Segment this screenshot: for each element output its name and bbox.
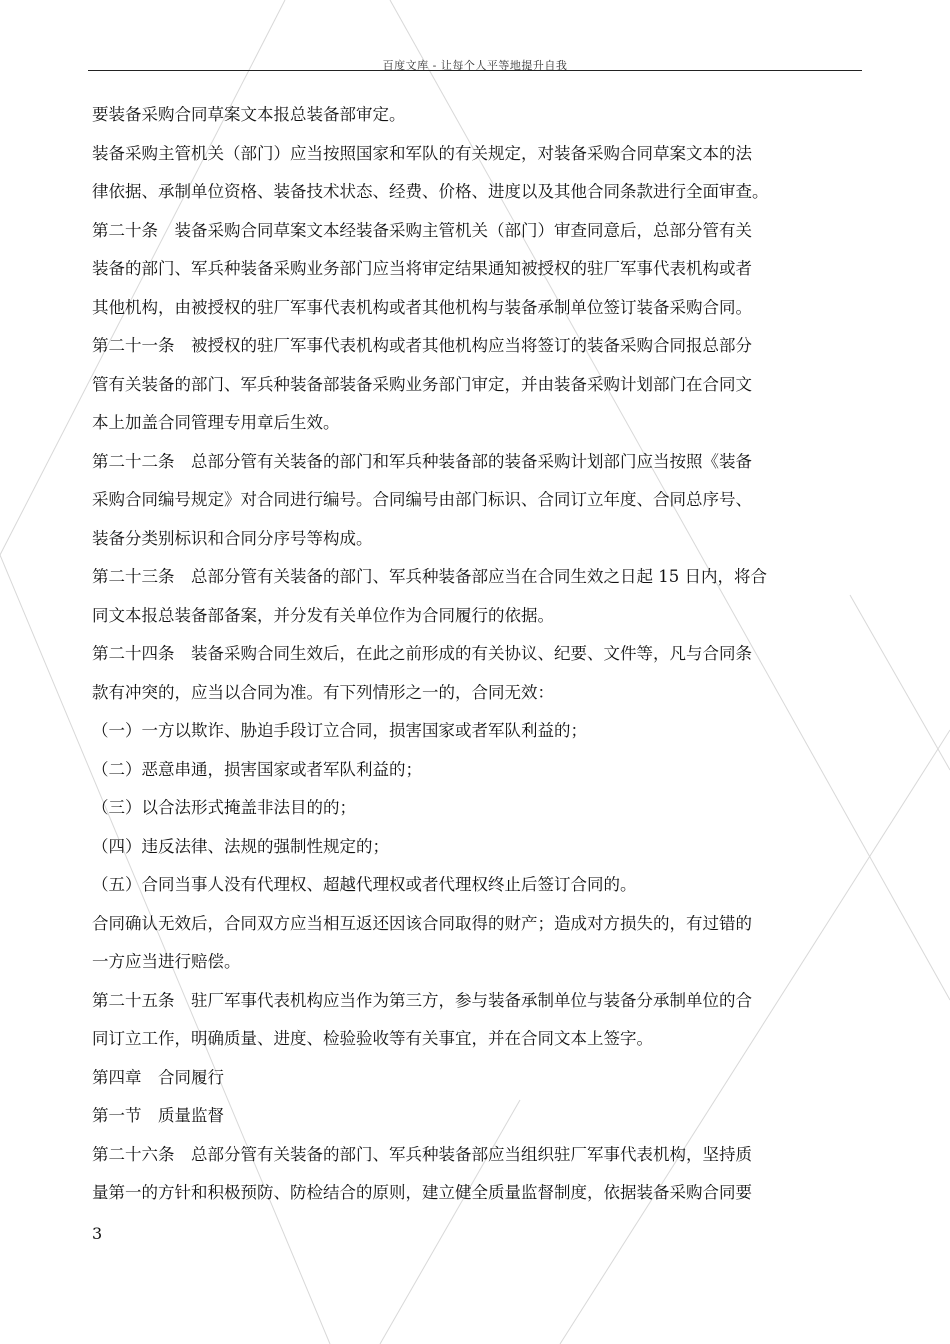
text-line: 第二十四条 装备采购合同生效后，在此之前形成的有关协议、纪要、文件等，凡与合同条 [92, 644, 752, 663]
text-line: 第二十二条 总部分管有关装备的部门和军兵种装备部的装备采购计划部门应当按照《装备 [92, 451, 752, 471]
text-line: （四）违反法律、法规的强制性规定的； [92, 836, 389, 856]
text-line: 同订立工作，明确质量、进度、检验验收等有关事宜，并在合同文本上签字。 [92, 1029, 653, 1048]
text-line: 管有关装备的部门、军兵种装备部装备采购业务部门审定，并由装备采购计划部门在合同文 [92, 374, 752, 394]
header-text: 百度文库 - 让每个人平等地提升自我 [382, 59, 568, 72]
text-line: 同文本报总装备部备案，并分发有关单位作为合同履行的依据。 [92, 605, 554, 625]
text-line: 采购合同编号规定》对合同进行编号。合同编号由部门标识、合同订立年度、合同总序号、 [92, 490, 752, 509]
text-line: 第二十六条 总部分管有关装备的部门、军兵种装备部应当组织驻厂军事代表机构，坚持质 [92, 1144, 752, 1164]
text-line: 律依据、承制单位资格、装备技术状态、经费、价格、进度以及其他合同条款进行全面审查。 [92, 182, 769, 201]
document-body [92, 96, 866, 1213]
text-line: 一方应当进行赔偿。 [92, 952, 241, 971]
text-line: （三）以合法形式掩盖非法目的的； [92, 798, 356, 817]
text-line: 本上加盖合同管理专用章后生效。 [92, 413, 340, 432]
text-line: 量第一的方针和积极预防、防检结合的原则，建立健全质量监督制度，依据装备采购合同要 [92, 1183, 752, 1202]
text-line: 第二十五条 驻厂军事代表机构应当作为第三方，参与装备承制单位与装备分承制单位的合 [92, 990, 752, 1010]
text-line: 款有冲突的，应当以合同为准。有下列情形之一的，合同无效： [92, 682, 554, 702]
text-line: 第四章 合同履行 [92, 1067, 224, 1087]
text-line: 装备的部门、军兵种装备采购业务部门应当将审定结果通知被授权的驻厂军事代表机构或者 [92, 259, 752, 278]
text-line: 第二十三条 总部分管有关装备的部门、军兵种装备部应当在合同生效之日起 15 日内，将合 [92, 567, 767, 586]
page-number: 3 [92, 1224, 103, 1243]
text-line: （五）合同当事人没有代理权、超越代理权或者代理权终止后签订合同的。 [92, 875, 637, 894]
page-header [88, 56, 862, 71]
text-line: 第一节 质量监督 [92, 1106, 224, 1125]
text-line: （一）一方以欺诈、胁迫手段订立合同，损害国家或者军队利益的； [92, 721, 587, 740]
text-line: 其他机构，由被授权的驻厂军事代表机构或者其他机构与装备承制单位签订装备采购合同。 [92, 297, 752, 317]
text-line: 合同确认无效后，合同双方应当相互返还因该合同取得的财产；造成对方损失的，有过错的 [92, 913, 752, 933]
text-line: 第二十条 装备采购合同草案文本经装备采购主管机关（部门）审查同意后，总部分管有关 [92, 220, 752, 240]
text-line: 要装备采购合同草案文本报总装备部审定。 [92, 105, 406, 124]
text-line: 第二十一条 被授权的驻厂军事代表机构或者其他机构应当将签订的装备采购合同报总部分 [92, 336, 752, 355]
text-line: 装备分类别标识和合同分序号等构成。 [92, 528, 373, 548]
text-line: （二）恶意串通，损害国家或者军队利益的； [92, 759, 422, 779]
text-line: 装备采购主管机关（部门）应当按照国家和军队的有关规定，对装备采购合同草案文本的法 [92, 143, 752, 163]
